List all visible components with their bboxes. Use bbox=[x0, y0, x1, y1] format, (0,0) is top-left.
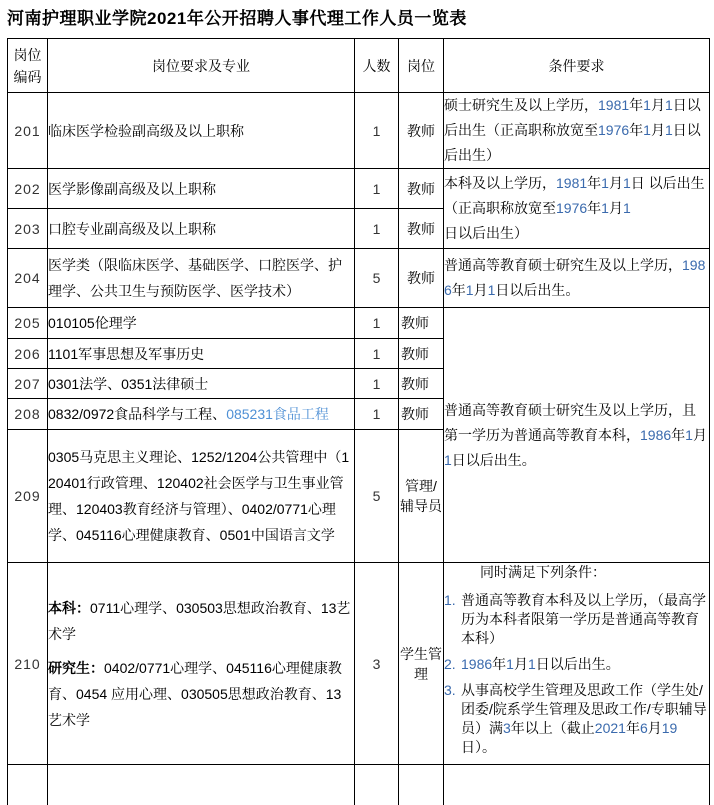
item-text: 1986年1月1日以后出生。 bbox=[461, 656, 620, 672]
major-cell bbox=[48, 399, 355, 430]
position-cell: 教师 bbox=[399, 93, 444, 169]
major-cell: 医学影像副高级及以上职称 bbox=[48, 169, 355, 209]
position-cell: 教师 bbox=[399, 249, 444, 308]
condition-cell-merged: 本科及以上学历，1981年1月1日 以后出生（正高职称放宽至1976年1月1日以后出生） bbox=[444, 169, 710, 249]
major-cell: 0301法学、0351法律硕士 bbox=[48, 369, 355, 399]
col-header-position-code: 岗位编码 bbox=[8, 39, 48, 93]
position-code-cell: 208 bbox=[8, 399, 48, 430]
item-number: 1. bbox=[444, 592, 456, 608]
position-code-cell bbox=[8, 765, 48, 805]
condition-cell bbox=[444, 765, 710, 805]
col-header-count: 人数 bbox=[355, 39, 399, 93]
position-cell: 教师 bbox=[399, 369, 444, 399]
item-text: 普通高等教育本科及以上学历，（最高学历为本科者限第一学历是普通高等教育本科） bbox=[461, 592, 706, 646]
major-cell bbox=[48, 765, 355, 805]
undergrad-majors bbox=[48, 595, 354, 647]
condition-item bbox=[444, 655, 709, 674]
position-code-cell: 207 bbox=[8, 369, 48, 399]
count-cell: 1 bbox=[355, 369, 399, 399]
count-cell: 5 bbox=[355, 249, 399, 308]
count-cell: 1 bbox=[355, 169, 399, 209]
table-row-204 bbox=[8, 249, 710, 308]
col-header-requirements: 岗位要求及专业 bbox=[48, 39, 355, 93]
conditions-intro: 同时满足下列条件： bbox=[480, 564, 606, 580]
undergrad-list: 0711心理学、030503思想政治教育、13艺术学 bbox=[48, 599, 351, 642]
grad-label: 研究生： bbox=[48, 659, 104, 676]
count-cell: 1 bbox=[355, 339, 399, 369]
position-code-cell: 205 bbox=[8, 308, 48, 339]
position-code-cell: 210 bbox=[8, 563, 48, 765]
position-cell: 学生管理 bbox=[399, 563, 444, 765]
position-cell: 教师 bbox=[399, 399, 444, 430]
major-cell: 1101军事思想及军事历史 bbox=[48, 339, 355, 369]
major-cell: 口腔专业副高级及以上职称 bbox=[48, 209, 355, 249]
table-row-202 bbox=[8, 169, 710, 209]
count-cell: 3 bbox=[355, 563, 399, 765]
condition-cell: 硕士研究生及以上学历，1981年1月1日以后出生（正高职称放宽至1976年1月1日以后出生） bbox=[444, 93, 710, 169]
position-cell: 教师 bbox=[399, 209, 444, 249]
position-code-cell: 202 bbox=[8, 169, 48, 209]
condition-cell: 普通高等教育硕士研究生及以上学历，1986年1月1日以后出生。 bbox=[444, 249, 710, 308]
count-cell: 1 bbox=[355, 93, 399, 169]
col-header-position: 岗位 bbox=[399, 39, 444, 93]
page-title: 河南护理职业学院2021年公开招聘人事代理工作人员一览表 bbox=[7, 9, 467, 28]
major-cell: 医学类（限临床医学、基础医学、口腔医学、护理学、公共卫生与预防医学、医学技术） bbox=[48, 249, 355, 308]
col-header-conditions: 条件要求 bbox=[444, 39, 710, 93]
count-cell: 1 bbox=[355, 209, 399, 249]
recruitment-table bbox=[7, 38, 710, 805]
table-row-201 bbox=[8, 93, 710, 169]
position-code-cell: 201 bbox=[8, 93, 48, 169]
item-text: 从事高校学生管理及思政工作（学生处/团委/院系学生管理及思政工作/专职辅导员）满3年以上（截止2021年6月19日）。 bbox=[461, 682, 707, 755]
position-code-cell: 209 bbox=[8, 430, 48, 563]
table-row-partial bbox=[8, 765, 710, 805]
table-row-205 bbox=[8, 308, 710, 339]
position-cell: 教师 bbox=[399, 169, 444, 209]
table-row-210 bbox=[8, 563, 710, 765]
count-cell bbox=[355, 765, 399, 805]
count-cell: 1 bbox=[355, 308, 399, 339]
position-cell bbox=[399, 765, 444, 805]
position-cell: 管理/辅导员 bbox=[399, 430, 444, 563]
position-cell: 教师 bbox=[399, 339, 444, 369]
major-cell bbox=[48, 563, 355, 765]
major-cell: 010105伦理学 bbox=[48, 308, 355, 339]
count-cell: 5 bbox=[355, 430, 399, 563]
condition-cell-merged: 普通高等教育硕士研究生及以上学历，且第一学历为普通高等教育本科，1986年1月1日以后出生。 bbox=[444, 308, 710, 563]
position-code-cell: 206 bbox=[8, 339, 48, 369]
major-cell: 0305马克思主义理论、1252/1204公共管理中（120401行政管理、120402社会医学与卫生事业管理、120403教育经济与管理）、0402/0771心理学、045116心理健康教育、0501中国语言文学 bbox=[48, 430, 355, 563]
position-cell: 教师 bbox=[399, 308, 444, 339]
item-number: 2. bbox=[444, 656, 456, 672]
condition-item bbox=[444, 591, 709, 648]
major-text: 0832/0972食品科学与工程、 bbox=[48, 406, 227, 422]
condition-cell bbox=[444, 563, 710, 765]
grad-majors bbox=[48, 655, 354, 733]
grad-list: 0402/0771心理学、045116心理健康教育、0454 应用心理、030505思想政治教育、13艺术学 bbox=[48, 659, 342, 728]
header-row bbox=[8, 39, 710, 93]
food-engineering-link[interactable]: 085231食品工程 bbox=[226, 406, 329, 422]
position-code-cell: 204 bbox=[8, 249, 48, 308]
count-cell: 1 bbox=[355, 399, 399, 430]
major-cell: 临床医学检验副高级及以上职称 bbox=[48, 93, 355, 169]
position-code-cell: 203 bbox=[8, 209, 48, 249]
undergrad-label: 本科： bbox=[48, 599, 90, 616]
item-number: 3. bbox=[444, 682, 456, 698]
condition-item bbox=[444, 681, 709, 757]
